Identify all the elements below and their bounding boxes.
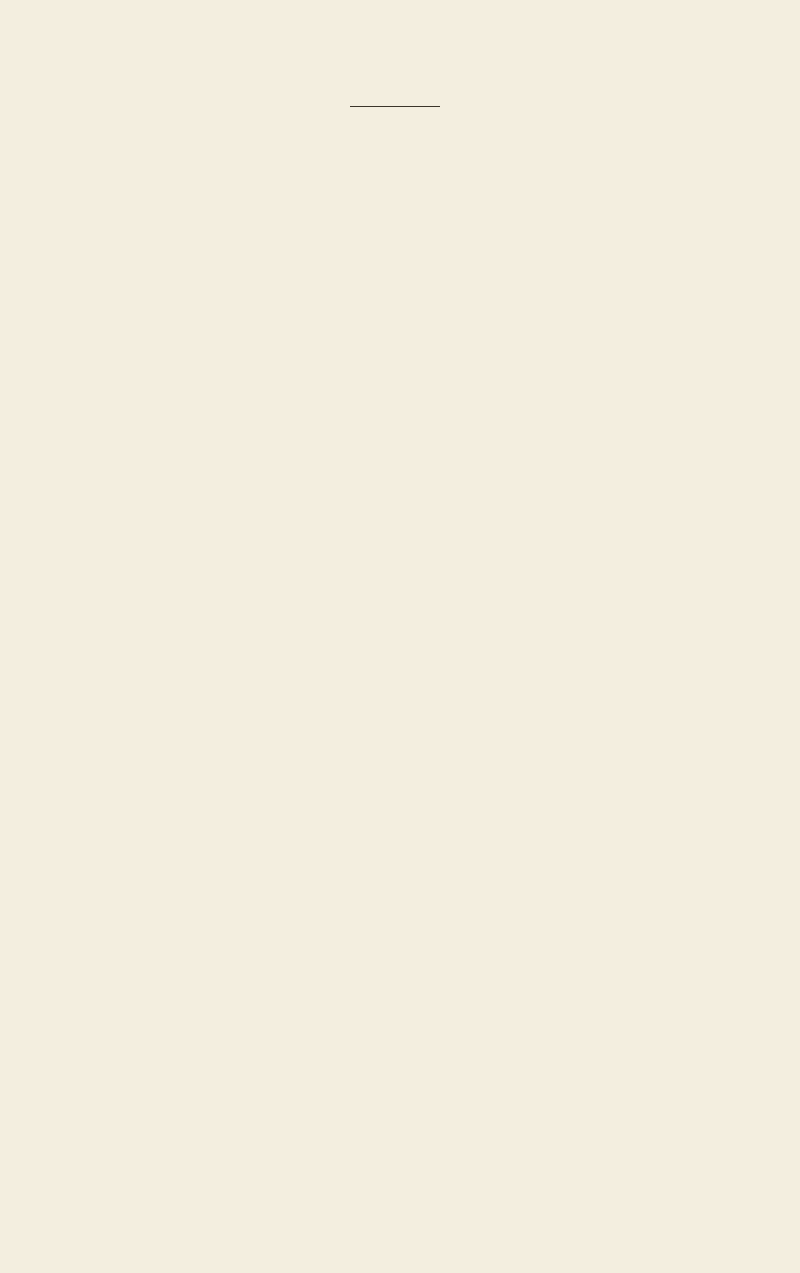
section-divider <box>350 106 440 107</box>
page-header <box>58 42 740 72</box>
catalogue-list <box>58 96 736 135</box>
